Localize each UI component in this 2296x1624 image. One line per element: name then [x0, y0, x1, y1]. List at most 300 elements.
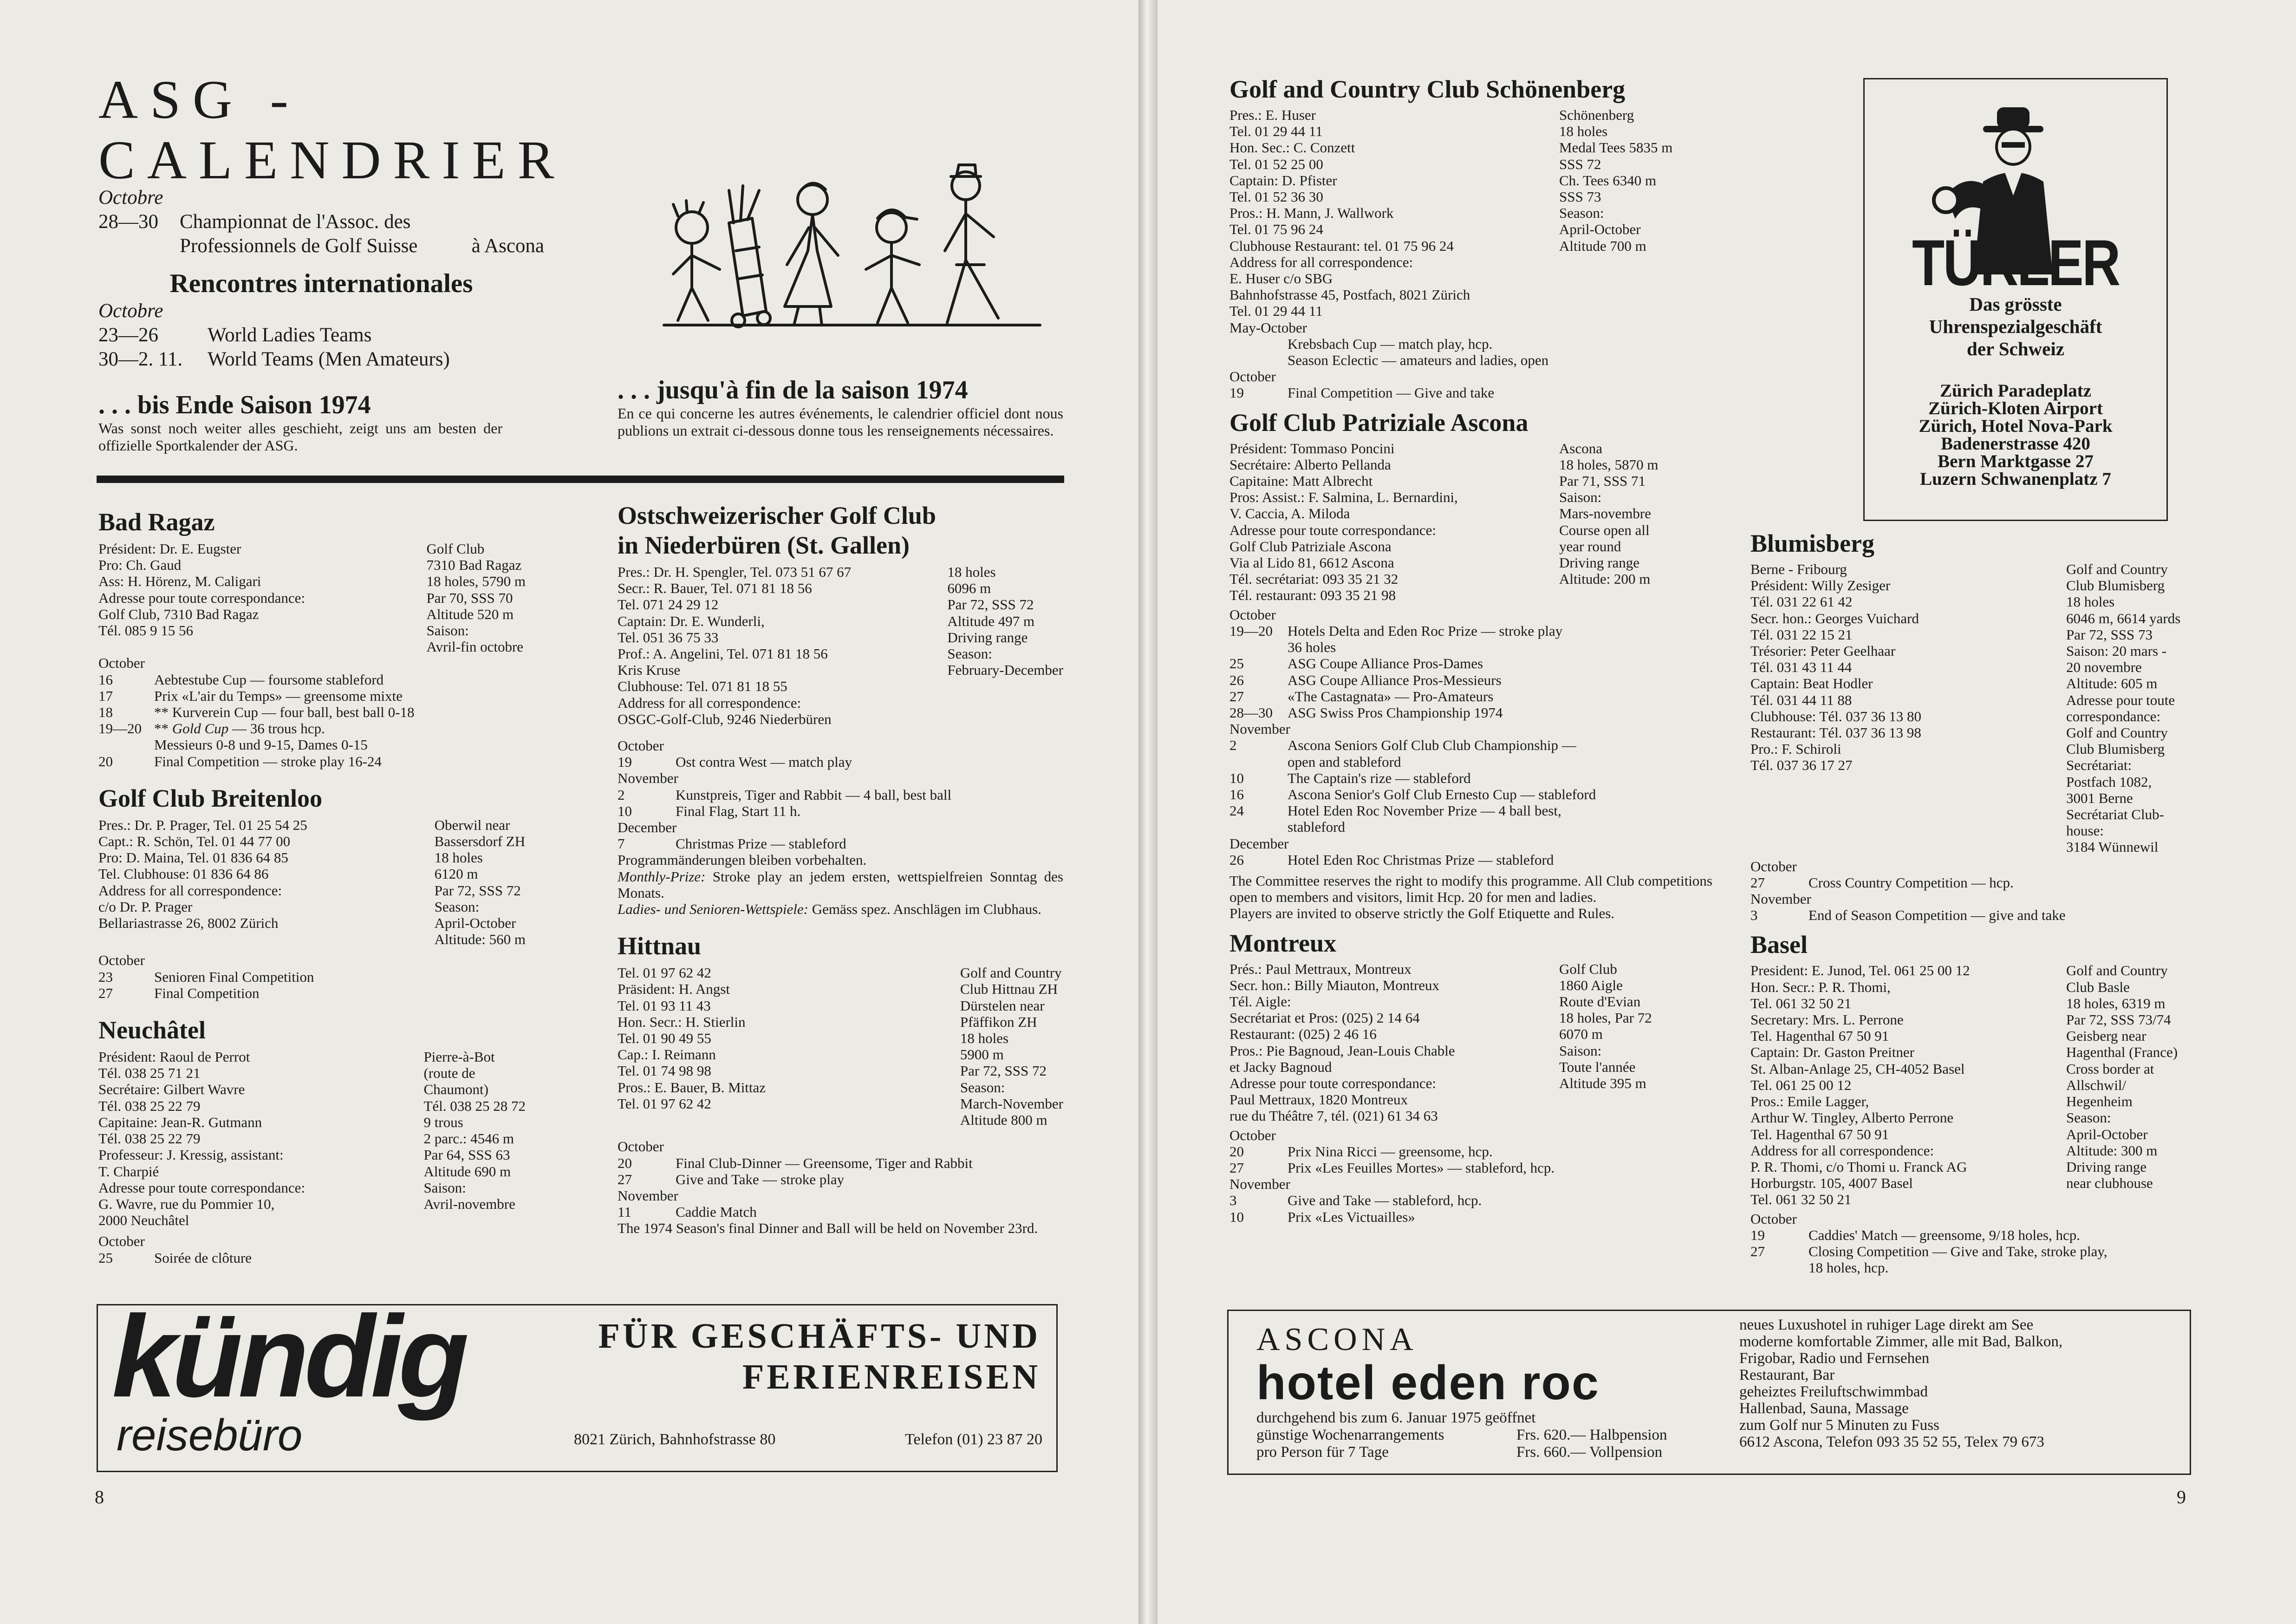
turler-location: Zürich, Hotel Nova-Park: [1919, 416, 2113, 436]
info-left: Präsident: H. Angst: [618, 981, 730, 998]
info-left: Ass: H. Hörenz, M. Caligari: [98, 573, 261, 590]
info-left: Secrétaire: Alberto Pellanda: [1229, 456, 1391, 473]
club-name-bad-ragaz: Bad Ragaz: [98, 508, 215, 536]
info-right: Saison:: [426, 622, 469, 639]
event-row: [1229, 385, 1712, 401]
info-right: 2 parc.: 4546 m: [423, 1130, 514, 1147]
season-fr: [618, 375, 1063, 439]
event-title: Final Club-Dinner — Greensome, Tiger and Rabbit: [676, 1154, 973, 1171]
event-row: [1229, 852, 1712, 868]
info-right: Club Blumisberg: [2066, 741, 2165, 757]
info-left: Adresse pour toute correspondance:: [98, 1179, 306, 1196]
page-number-left: 8: [95, 1487, 104, 1507]
event-title: ASG Coupe Alliance Pros-Messieurs: [1288, 672, 1502, 688]
info-right: Season:: [960, 1079, 1005, 1096]
right-page: [1158, 0, 2296, 1624]
event-row: [98, 704, 526, 720]
info-left: Bellariastrasse 26, 8002 Zürich: [98, 915, 279, 932]
calendar-section: [98, 186, 544, 372]
event-row: [1750, 1243, 2219, 1259]
event-title: Prix «Les Victuailles»: [1288, 1208, 1415, 1225]
info-right: Saison:: [1559, 1042, 1602, 1059]
info-right: near clubhouse: [2066, 1175, 2153, 1192]
ostschweiz-monthly-text: Stroke play an jedem ersten, wettspielfreien Sonntag des Monats.: [618, 868, 1063, 901]
club-name-neuchatel: Neuchâtel: [98, 1016, 206, 1044]
event-row: [98, 985, 526, 1001]
event-title: Final Competition — Give and take: [1288, 385, 1495, 401]
bad-ragaz-events: [98, 672, 526, 770]
edenroc-ad: [1227, 1310, 2191, 1475]
info-left: Trésorier: Peter Geelhaar: [1750, 643, 1896, 659]
info-left: Hon. Sec.: C. Conzett: [1229, 139, 1355, 156]
info-left: Pres.: Dr. P. Prager, Tel. 01 25 54 25: [98, 816, 307, 833]
event-month: October: [1229, 368, 1276, 385]
intl-event-title: World Ladies Teams: [208, 324, 372, 346]
info-left: Tél. Aigle:: [1229, 993, 1291, 1010]
calendar-title: [98, 70, 566, 190]
calendar-event-place: à Ascona: [471, 235, 544, 257]
event-date: 25: [98, 1249, 113, 1266]
event-month: November: [1229, 721, 1290, 737]
event-date: 19: [1229, 385, 1244, 401]
breitenloo-month: October: [98, 952, 145, 969]
info-right: Club Basle: [2066, 978, 2130, 995]
info-right: Golf and Country: [2066, 561, 2168, 577]
info-right: Season:: [1559, 205, 1604, 222]
edenroc-arr2: pro Person für 7 Tage: [1256, 1444, 1389, 1461]
calendar-title-line1: ASG -: [98, 69, 300, 130]
montreux-info: [1229, 961, 1712, 1124]
info-right: [2066, 1191, 2219, 1207]
ostschweiz-monthly: [618, 868, 1063, 901]
event-title: ASG Swiss Pros Championship 1974: [1288, 704, 1503, 721]
club-name-patriziale: Golf Club Patriziale Ascona: [1229, 408, 1528, 437]
info-right: Altitude 690 m: [423, 1163, 511, 1180]
info-right: Altitude 395 m: [1559, 1075, 1646, 1091]
event-date: 3: [1229, 1192, 1237, 1209]
kundig-slogan-line1: FÜR GESCHÄFTS- UND: [598, 1317, 1041, 1356]
event-row: [1229, 737, 1712, 753]
golfers-illustration: [659, 158, 1049, 334]
event-date: 24: [1229, 802, 1244, 819]
info-right: [1559, 270, 1712, 287]
event-row: [1229, 1192, 1712, 1208]
event-title: Season Eclectic — amateurs and ladies, open: [1288, 352, 1549, 369]
event-date: 10: [1229, 770, 1244, 786]
info-left: Address for all correspondence:: [1750, 1142, 1934, 1159]
info-left: Tél. 038 25 22 79: [98, 1130, 201, 1147]
event-row: [618, 1187, 1063, 1204]
event-title: Krebsbach Cup — match play, hcp.: [1288, 335, 1493, 352]
info-right: 6070 m: [1559, 1026, 1603, 1043]
event-row: [1229, 835, 1712, 852]
event-row: [618, 1155, 1063, 1171]
info-right: Bassersdorf ZH: [434, 833, 526, 850]
info-left: Captain: Beat Hodler: [1750, 675, 1873, 692]
event-date: [1750, 1259, 1808, 1276]
info-left: Président: Raoul de Perrot: [98, 1049, 250, 1065]
event-date: 26: [1229, 672, 1244, 688]
event-title: «The Castagnata» — Pro-Amateurs: [1288, 688, 1494, 704]
event-date: 19: [618, 754, 632, 770]
hittnau-info: [618, 965, 1063, 1128]
event-row: [618, 754, 1063, 770]
info-left: Address for all correspondence:: [618, 694, 801, 711]
club-name-ostschweiz-line1: Ostschweizerischer Golf Club: [618, 502, 936, 529]
info-right: Altitude: 560 m: [434, 931, 526, 948]
event-title: Final Flag, Start 11 h.: [676, 802, 801, 819]
column-left-1: [98, 507, 526, 1266]
event-date: 17: [98, 687, 113, 704]
info-right: Saison:: [1559, 489, 1602, 506]
info-left: Président: Tommaso Poncini: [1229, 440, 1395, 457]
intl-list: [98, 323, 544, 372]
info-left: Tel. 01 29 44 11: [1229, 303, 1323, 320]
event-month: December: [1229, 835, 1289, 852]
info-left: Cap.: I. Reimann: [618, 1046, 716, 1063]
blumisberg-events: [1750, 858, 2219, 924]
info-left: Tel. 061 32 50 21: [1750, 1191, 1852, 1208]
event-title: Ost contra West — match play: [676, 754, 852, 770]
event-row: [1229, 352, 1712, 368]
info-right: Allschwil/: [2066, 1076, 2127, 1093]
info-left: Restaurant: Tél. 037 36 13 98: [1750, 724, 1921, 741]
info-left: V. Caccia, A. Miloda: [1229, 505, 1350, 522]
info-right: Mars-novembre: [1559, 505, 1651, 522]
season-fr-text: En ce qui concerne les autres événements, le calendrier officiel dont nous publions un extrait ci-dessous donne tous les renseignements nécessaires.: [618, 405, 1063, 439]
info-right: Cross border at: [2066, 1060, 2154, 1077]
breitenloo-info: [98, 817, 526, 948]
event-title: 36 holes: [1288, 639, 1336, 656]
event-title: Give and Take — stableford, hcp.: [1288, 1192, 1482, 1209]
info-right: Altitude: 300 m: [2066, 1142, 2158, 1159]
event-date: [1229, 336, 1288, 352]
event-title: Kunstpreis, Tiger and Rabbit — 4 ball, best ball: [676, 786, 952, 803]
info-right: Secrétariat:: [2066, 757, 2132, 774]
info-right: 5900 m: [960, 1046, 1004, 1063]
info-left: [1750, 806, 2057, 822]
event-date: 11: [618, 1204, 631, 1220]
info-right: (route de: [423, 1065, 475, 1082]
event-title: Hotel Eden Roc Christmas Prize — stableford: [1288, 851, 1554, 868]
hittnau-events: [618, 1138, 1063, 1220]
info-right: 6120 m: [434, 866, 478, 882]
event-row: [1229, 1160, 1712, 1176]
info-left: Golf Club Patriziale Ascona: [1229, 538, 1392, 554]
info-left: Adresse pour toute correspondance:: [1229, 1075, 1437, 1091]
event-row: [618, 803, 1063, 819]
event-title: Prix «L'air du Temps» — greensome mixte: [154, 687, 403, 704]
montreux-events: [1229, 1127, 1712, 1225]
edenroc-desc-line: Restaurant, Bar: [1739, 1367, 1835, 1383]
event-row: [618, 1171, 1063, 1187]
event-row: [98, 969, 526, 985]
info-left: Pres.: E. Huser: [1229, 107, 1316, 123]
info-left: Golf Club, 7310 Bad Ragaz: [98, 606, 259, 622]
info-right: [1559, 1091, 1712, 1108]
event-row: [1229, 607, 1712, 623]
event-title: ** Gold Cup — 36 trous hcp.: [154, 720, 325, 737]
intl-event: [98, 323, 544, 347]
info-right: Postfach 1082,: [2066, 773, 2152, 790]
patriziale-events: [1229, 607, 1712, 868]
event-row: [618, 835, 1063, 852]
info-right: Secrétariat Club-: [2066, 806, 2164, 823]
info-right: SSS 72: [1559, 156, 1601, 172]
info-left: Hon. Secr.: H. Stierlin: [618, 1013, 746, 1030]
info-right: Altitude 800 m: [960, 1112, 1047, 1128]
kundig-phone: Telefon (01) 23 87 20: [905, 1431, 1042, 1448]
intl-month: Octobre: [98, 300, 163, 322]
turler-tagline: [1865, 293, 2166, 360]
info-left: Tel. 061 32 50 21: [1750, 995, 1852, 1011]
info-right: Altitude 520 m: [426, 606, 514, 622]
event-title: End of Season Competition — give and take: [1808, 907, 2066, 924]
info-right: Golf and Country: [2066, 962, 2168, 979]
event-date: 7: [618, 835, 625, 852]
event-title: Senioren Final Competition: [154, 968, 314, 985]
info-left: Secrétariat et Pros: (025) 2 14 64: [1229, 1010, 1420, 1026]
info-right: 3001 Berne: [2066, 789, 2133, 806]
intl-event: [98, 347, 544, 372]
edenroc-desc-line: Hallenbad, Sauna, Massage: [1739, 1400, 1909, 1417]
event-row: [98, 688, 526, 704]
event-row: [1229, 1143, 1712, 1160]
info-left: Tel. Hagenthal 67 50 91: [1750, 1126, 1889, 1142]
left-page: [0, 0, 1138, 1624]
event-title: Give and Take — stroke play: [676, 1171, 845, 1187]
info-left: Tel. Hagenthal 67 50 91: [1750, 1028, 1889, 1044]
kundig-slogan-line2: FERIENREISEN: [742, 1357, 1041, 1396]
neuchatel-info: [98, 1049, 526, 1228]
info-right: Club Hittnau ZH: [960, 981, 1058, 998]
info-left: Secr. hon.: Georges Vuichard: [1750, 610, 1919, 626]
event-row: [98, 737, 526, 753]
info-left: Tel. 01 74 98 98: [618, 1063, 711, 1079]
info-right: Route d'Evian: [1559, 993, 1641, 1010]
edenroc-logo: hotel eden roc: [1256, 1356, 1600, 1410]
info-right: Saison:: [423, 1179, 466, 1196]
event-month: November: [1750, 891, 1811, 907]
ostschweiz-ladies-text: Gemäss spez. Anschlägen im Clubhaus.: [808, 901, 1041, 918]
info-left: Tél. 031 22 61 42: [1750, 594, 1853, 610]
info-right: Altitude: 200 m: [1559, 571, 1651, 587]
info-right: 18 holes: [434, 849, 483, 866]
page-number-right: 9: [2177, 1487, 2186, 1507]
info-left: Paul Mettraux, 1820 Montreux: [1229, 1091, 1408, 1108]
event-month: November: [1229, 1176, 1290, 1193]
info-right: Altitude 497 m: [947, 613, 1035, 629]
intl-event-title: World Teams (Men Amateurs): [208, 348, 450, 370]
info-right: March-November: [960, 1095, 1063, 1112]
event-date: 10: [618, 802, 632, 819]
event-title: Soirée de clôture: [154, 1249, 252, 1266]
info-left: Capitaine: Jean-R. Gutmann: [98, 1114, 262, 1130]
info-left: Tél. 038 25 71 21: [98, 1065, 201, 1082]
event-title: The Captain's rize — stableford: [1288, 770, 1471, 786]
event-date: 16: [98, 671, 113, 688]
info-right: Schönenberg: [1559, 107, 1634, 123]
event-date: 2: [618, 786, 625, 803]
info-right: Season:: [947, 646, 992, 662]
info-left: E. Huser c/o SBG: [1229, 270, 1333, 287]
event-row: [618, 1204, 1063, 1220]
event-date: 27: [98, 985, 113, 1001]
info-right: Par 72, SSS 73/74: [2066, 1011, 2171, 1028]
column-right-1: [1229, 74, 1712, 1225]
event-date: 19—20: [98, 720, 142, 737]
info-right: Saison: 20 mars -: [2066, 643, 2167, 659]
info-left: Tel. 01 97 62 42: [618, 965, 711, 981]
info-right: 18 holes, Par 72: [1559, 1010, 1652, 1026]
info-right: year round: [1559, 538, 1621, 554]
event-row: [1750, 891, 2219, 907]
ostschweiz-events: [618, 737, 1063, 852]
calendar-title-line2: CALENDRIER: [98, 130, 566, 190]
event-row: [1229, 754, 1712, 770]
info-right: 6046 m, 6614 yards: [2066, 610, 2181, 626]
info-right: correspondance:: [2066, 708, 2161, 724]
turler-tag-line2: Uhrenspezialgeschäft: [1929, 316, 2102, 337]
info-left: Tel. 01 97 62 42: [618, 1095, 711, 1112]
info-right: Adresse pour toute: [2066, 691, 2175, 708]
info-left: Tél. 031 43 11 44: [1750, 659, 1852, 676]
info-left: Prof.: A. Angelini, Tel. 071 81 18 56: [618, 646, 828, 662]
event-title: open and stableford: [1288, 753, 1401, 770]
club-name-ostschweiz-line2: in Niederbüren (St. Gallen): [618, 531, 910, 559]
info-right: [1559, 287, 1712, 303]
info-right: [947, 711, 1063, 727]
breitenloo-events: [98, 969, 526, 1001]
event-month: May-October: [1229, 319, 1307, 336]
info-left: Pros.: Pie Bagnoud, Jean-Louis Chable: [1229, 1042, 1455, 1059]
turler-location: Bern Marktgasse 27: [1938, 451, 2094, 471]
info-right: Par 70, SSS 70: [426, 589, 513, 606]
info-left: Secr.: R. Bauer, Tel. 071 81 18 56: [618, 580, 812, 597]
info-left: Adresse pour toute correspondance:: [98, 589, 306, 606]
season-de-text: Was sonst noch weiter alles geschieht, zeigt uns am besten der offizielle Sportkalender der ASG.: [98, 420, 502, 454]
event-title: Christmas Prize — stableford: [676, 835, 846, 852]
info-left: Pros.: Emile Lagger,: [1750, 1093, 1869, 1110]
info-left: G. Wavre, rue du Pommier 10,: [98, 1195, 275, 1212]
neuchatel-month: October: [98, 1233, 145, 1250]
ostschweiz-monthly-label: Monthly-Prize:: [618, 868, 706, 885]
turler-locations: [1865, 382, 2166, 488]
info-left: Tél. secrétariat: 093 35 21 32: [1229, 571, 1398, 587]
info-left: P. R. Thomi, c/o Thomi u. Franck AG: [1750, 1158, 1967, 1175]
event-date: 27: [1229, 1159, 1244, 1176]
schonenberg-events: [1229, 320, 1712, 401]
info-right: Oberwil near: [434, 816, 510, 833]
info-right: 7310 Bad Ragaz: [426, 557, 522, 574]
event-row: [1229, 672, 1712, 688]
info-right: Par 64, SSS 63: [423, 1147, 510, 1163]
info-left: Pros.: E. Bauer, B. Mittaz: [618, 1079, 766, 1096]
info-left: Tél. 037 36 17 27: [1750, 757, 1853, 774]
info-right: [947, 678, 1063, 694]
info-right: Altitude 700 m: [1559, 237, 1646, 254]
info-left: [98, 639, 417, 655]
event-row: [1229, 802, 1712, 819]
event-row: [1229, 786, 1712, 802]
info-left: [98, 931, 425, 947]
info-left: Bahnhofstrasse 45, Postfach, 8021 Zürich: [1229, 287, 1470, 303]
info-left: T. Charpié: [98, 1163, 159, 1180]
info-right: 9 trous: [423, 1114, 463, 1130]
turler-location: Luzern Schwanenplatz 7: [1920, 469, 2111, 489]
edenroc-place: ASCONA: [1256, 1322, 1418, 1357]
edenroc-desc-line: geheiztes Freiluftschwimmbad: [1739, 1383, 1928, 1400]
info-left: Captain: Dr. E. Wunderli,: [618, 613, 765, 629]
event-row: [1750, 907, 2219, 923]
info-left: Tel. 01 29 44 11: [1229, 123, 1323, 140]
club-name-blumisberg: Blumisberg: [1750, 529, 1875, 557]
info-right: Ascona: [1559, 440, 1602, 457]
info-left: Pro.: F. Schiroli: [1750, 741, 1841, 757]
event-month: November: [618, 1187, 678, 1204]
info-right: [1559, 303, 1712, 319]
info-left: Tél. 031 44 11 88: [1750, 691, 1852, 708]
info-right: 3184 Wünnewil: [2066, 839, 2159, 855]
event-month: October: [618, 1138, 664, 1155]
info-left: Adresse pour toute correspondance:: [1229, 522, 1437, 538]
event-date: 27: [618, 1171, 632, 1187]
edenroc-price2: Frs. 660.— Vollpension: [1516, 1444, 1663, 1461]
event-title: ASG Coupe Alliance Pros-Dames: [1288, 655, 1483, 672]
info-right: Toute l'année: [1559, 1058, 1636, 1075]
event-month: November: [618, 770, 678, 787]
info-right: April-October: [434, 915, 516, 932]
info-left: rue du Théâtre 7, tél. (021) 61 34 63: [1229, 1108, 1438, 1124]
info-left: Capt.: R. Schön, Tel. 01 44 77 00: [98, 833, 291, 850]
info-left: c/o Dr. P. Prager: [98, 898, 193, 915]
info-left: Tel. 071 24 29 12: [618, 596, 719, 613]
event-row: [1750, 1259, 2219, 1276]
event-date: 20: [98, 753, 113, 770]
kundig-ad: [97, 1291, 1058, 1472]
bad-ragaz-info: [98, 541, 526, 655]
info-left: OSGC-Golf-Club, 9246 Niederbüren: [618, 711, 832, 727]
info-left: Berne - Fribourg: [1750, 561, 1847, 577]
info-left: [618, 1112, 951, 1128]
info-right: Par 72, SSS 72: [960, 1063, 1047, 1079]
info-left: Tel. 01 75 96 24: [1229, 221, 1323, 238]
info-left: Restaurant: (025) 2 46 16: [1229, 1026, 1377, 1043]
info-right: Tél. 038 25 28 72: [423, 1097, 526, 1114]
patriziale-note2: Players are invited to observe strictly the Golf Etiquette and Rules.: [1229, 905, 1615, 922]
event-date: 16: [1229, 786, 1244, 802]
info-left: Address for all correspondence:: [1229, 254, 1413, 270]
info-right: February-December: [947, 662, 1063, 678]
calendar-month: Octobre: [98, 187, 163, 209]
info-right: 1860 Aigle: [1559, 977, 1623, 993]
event-date: [1229, 352, 1288, 368]
info-left: Professeur: J. Kressig, assistant:: [98, 1147, 284, 1163]
event-row: [98, 672, 526, 688]
info-left: Tel. 051 36 75 33: [618, 629, 719, 646]
season-de: [98, 390, 502, 454]
event-month: October: [618, 737, 664, 754]
event-row: [1229, 770, 1712, 786]
column-left-2: [618, 501, 1063, 1237]
info-right: Driving range: [2066, 1158, 2147, 1175]
turler-location: Zürich-Kloten Airport: [1928, 398, 2103, 418]
info-left: [1750, 822, 2057, 839]
event-date: 20: [618, 1154, 632, 1171]
info-right: Avril-fin octobre: [426, 639, 524, 655]
info-right: Hegenheim: [2066, 1093, 2133, 1110]
event-date: 25: [1229, 655, 1244, 672]
